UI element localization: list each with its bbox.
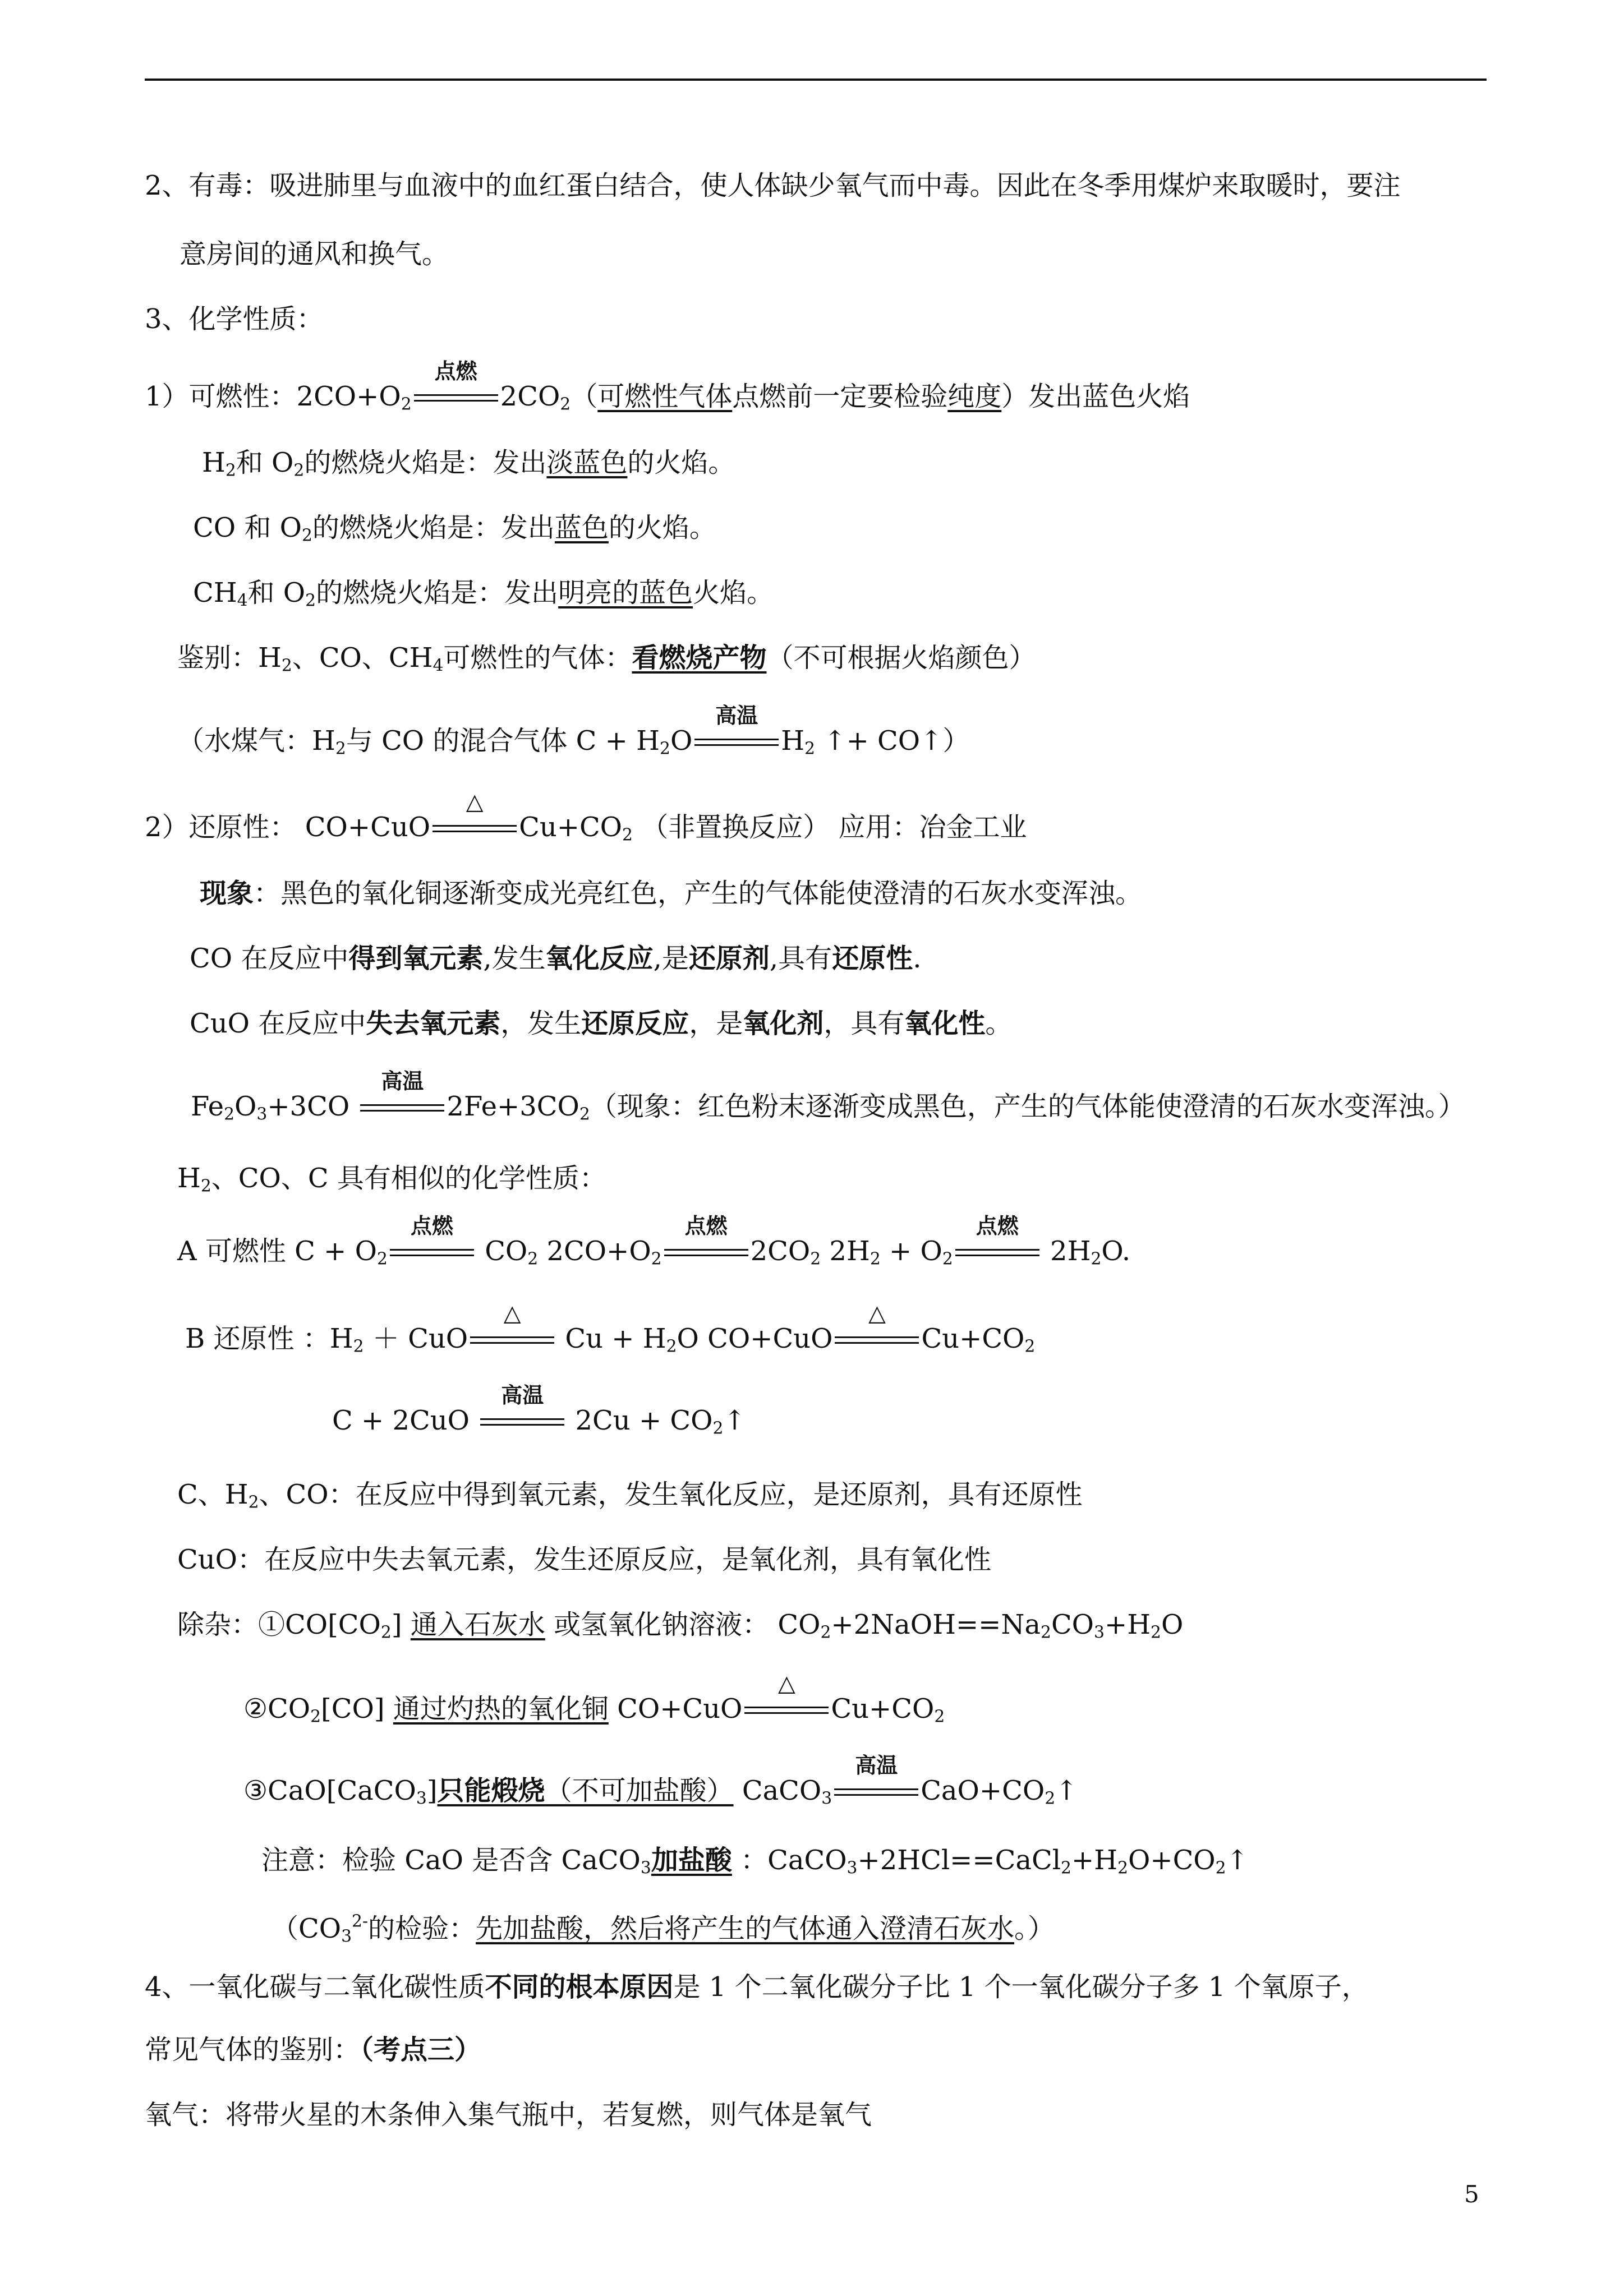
reaction-condition: 点燃 [390,1232,474,1271]
line-chem-properties: 3、化学性质： [145,303,324,335]
line-c-cuo-reaction: C + 2CuO 高温 $2Cu + CO_2↑$ [332,1401,746,1440]
reaction-condition: △ [433,808,517,847]
line-toxicity-cont: 意房间的通风和换气。 [180,238,449,270]
line-ch4-flame: $CH_4$和 $O_2$的燃烧火焰是：发出明亮的蓝色火焰。 [193,577,774,611]
reaction-condition: 高温 [834,1771,918,1810]
reaction-condition: 高温 [480,1401,564,1440]
reaction-condition: 点燃 [955,1232,1039,1271]
reaction-condition: 高温 [694,721,779,760]
line-similar-properties: $H_2$、CO、C 具有相似的化学性质： [177,1163,606,1196]
line-b-reducibility: B 还原性 ：$H_2$ ＋ CuO △ $Cu + H_2O$ CO+CuO △ $Cu+CO_2$ [185,1319,1035,1358]
reaction-condition: △ [744,1689,829,1728]
line-impurity-2: $②CO_2[CO]$ 通过灼热的氧化铜 CO+CuO △ $Cu+CO_2$ [243,1689,945,1728]
line-reducibility: 2）还原性： CO+CuO △ $Cu+CO_2$ （非置换反应） 应用：冶金工业 [145,808,1027,847]
reaction-condition: △ [835,1319,919,1358]
line-combustibility: 1）可燃性：$2CO+O_2$ 点燃 $2CO_2$（可燃性气体点燃前一定要检验纯度）发出蓝色火焰 [145,377,1190,416]
page-number: 5 [1464,2180,1479,2208]
line-h2-flame: $H_2$和 $O_2$的燃烧火焰是：发出淡蓝色的火焰。 [202,447,735,481]
reaction-condition: 点燃 [414,377,498,416]
line-oxygen-test: 氧气：将带火星的木条伸入集气瓶中，若复燃，则气体是氧气 [145,2099,872,2131]
line-phenomenon: 现象：黑色的氧化铜逐渐变成光亮红色，产生的气体能使澄清的石灰水变浑浊。 [200,878,1143,909]
line-co-in-reaction: CO 在反应中得到氧元素,发生氧化反应,是还原剂,具有还原性. [190,943,922,974]
line-co-flame: CO 和 $O_2$的燃烧火焰是：发出蓝色的火焰。 [193,512,716,546]
line-note-cao: 注意：检验 CaO 是否含 CaCO$_3$加盐酸 ：$CaCO_3+2HCl==CaCl_2+H_2O+CO_2↑$ [261,1845,1249,1878]
line-water-gas: （水煤气：$H_2$与 CO 的混合气体 $C + H_2O$ 高温 $H_2$ ↑+ CO↑） [177,721,969,760]
line-impurity-3: ③CaO[CaCO$_3$]只能煅烧（不可加盐酸） CaCO$_3$ 高温 $CaO+CO_2↑$ [243,1771,1078,1810]
line-oxidizing-agent: CuO：在反应中失去氧元素，发生还原反应，是氧化剂，具有氧化性 [177,1544,991,1575]
line-cuo-in-reaction: CuO 在反应中失去氧元素，发生还原反应，是氧化剂，具有氧化性。 [190,1008,1013,1039]
header-rule [145,79,1487,81]
line-fe2o3-reduction: $Fe_2O_3+3CO$ 高温 $2Fe+3CO_2$（现象：红色粉末逐渐变成黑色，产生的气体能使澄清的石灰水变浑浊。） [191,1087,1465,1126]
reaction-condition: △ [470,1319,554,1358]
line-a-combustibility: A 可燃性 $C + O_2$ 点燃 $CO_2$ $2CO+O_2$ 点燃 $2CO_2$ $2H_2 + O_2$ 点燃 $2H_2O$. [177,1232,1130,1271]
line-gas-identification: 常见气体的鉴别：（考点三） [145,2034,482,2066]
reaction-condition: 高温 [360,1087,444,1126]
line-toxicity: 2、有毒：吸进肺里与血液中的血红蛋白结合，使人体缺少氧气而中毒。因此在冬季用煤炉来取暖时，要注 [145,170,1401,201]
line-carbonate-test: （$CO_3^{2-}$的检验：先加盐酸，然后将产生的气体通入澄清石灰水。） [272,1911,1055,1947]
reaction-condition: 点燃 [664,1232,748,1271]
line-impurity-1: 除杂：$①CO[CO_2]$ 通入石灰水 或氢氧化钠溶液： $CO_2+2NaOH==Na_2CO_3+H_2O$ [177,1609,1184,1643]
line-reducing-agents: C、$H_2$、CO：在反应中得到氧元素，发生氧化反应，是还原剂，具有还原性 [177,1479,1083,1513]
line-identify-gases: 鉴别：$H_2$、CO、$CH_4$可燃性的气体：看燃烧产物（不可根据火焰颜色） [177,642,1036,676]
line-root-cause: 4、一氧化碳与二氧化碳性质不同的根本原因是 1 个二氧化碳分子比 1 个一氧化碳分子多 1 个氧原子， [145,1971,1369,2003]
